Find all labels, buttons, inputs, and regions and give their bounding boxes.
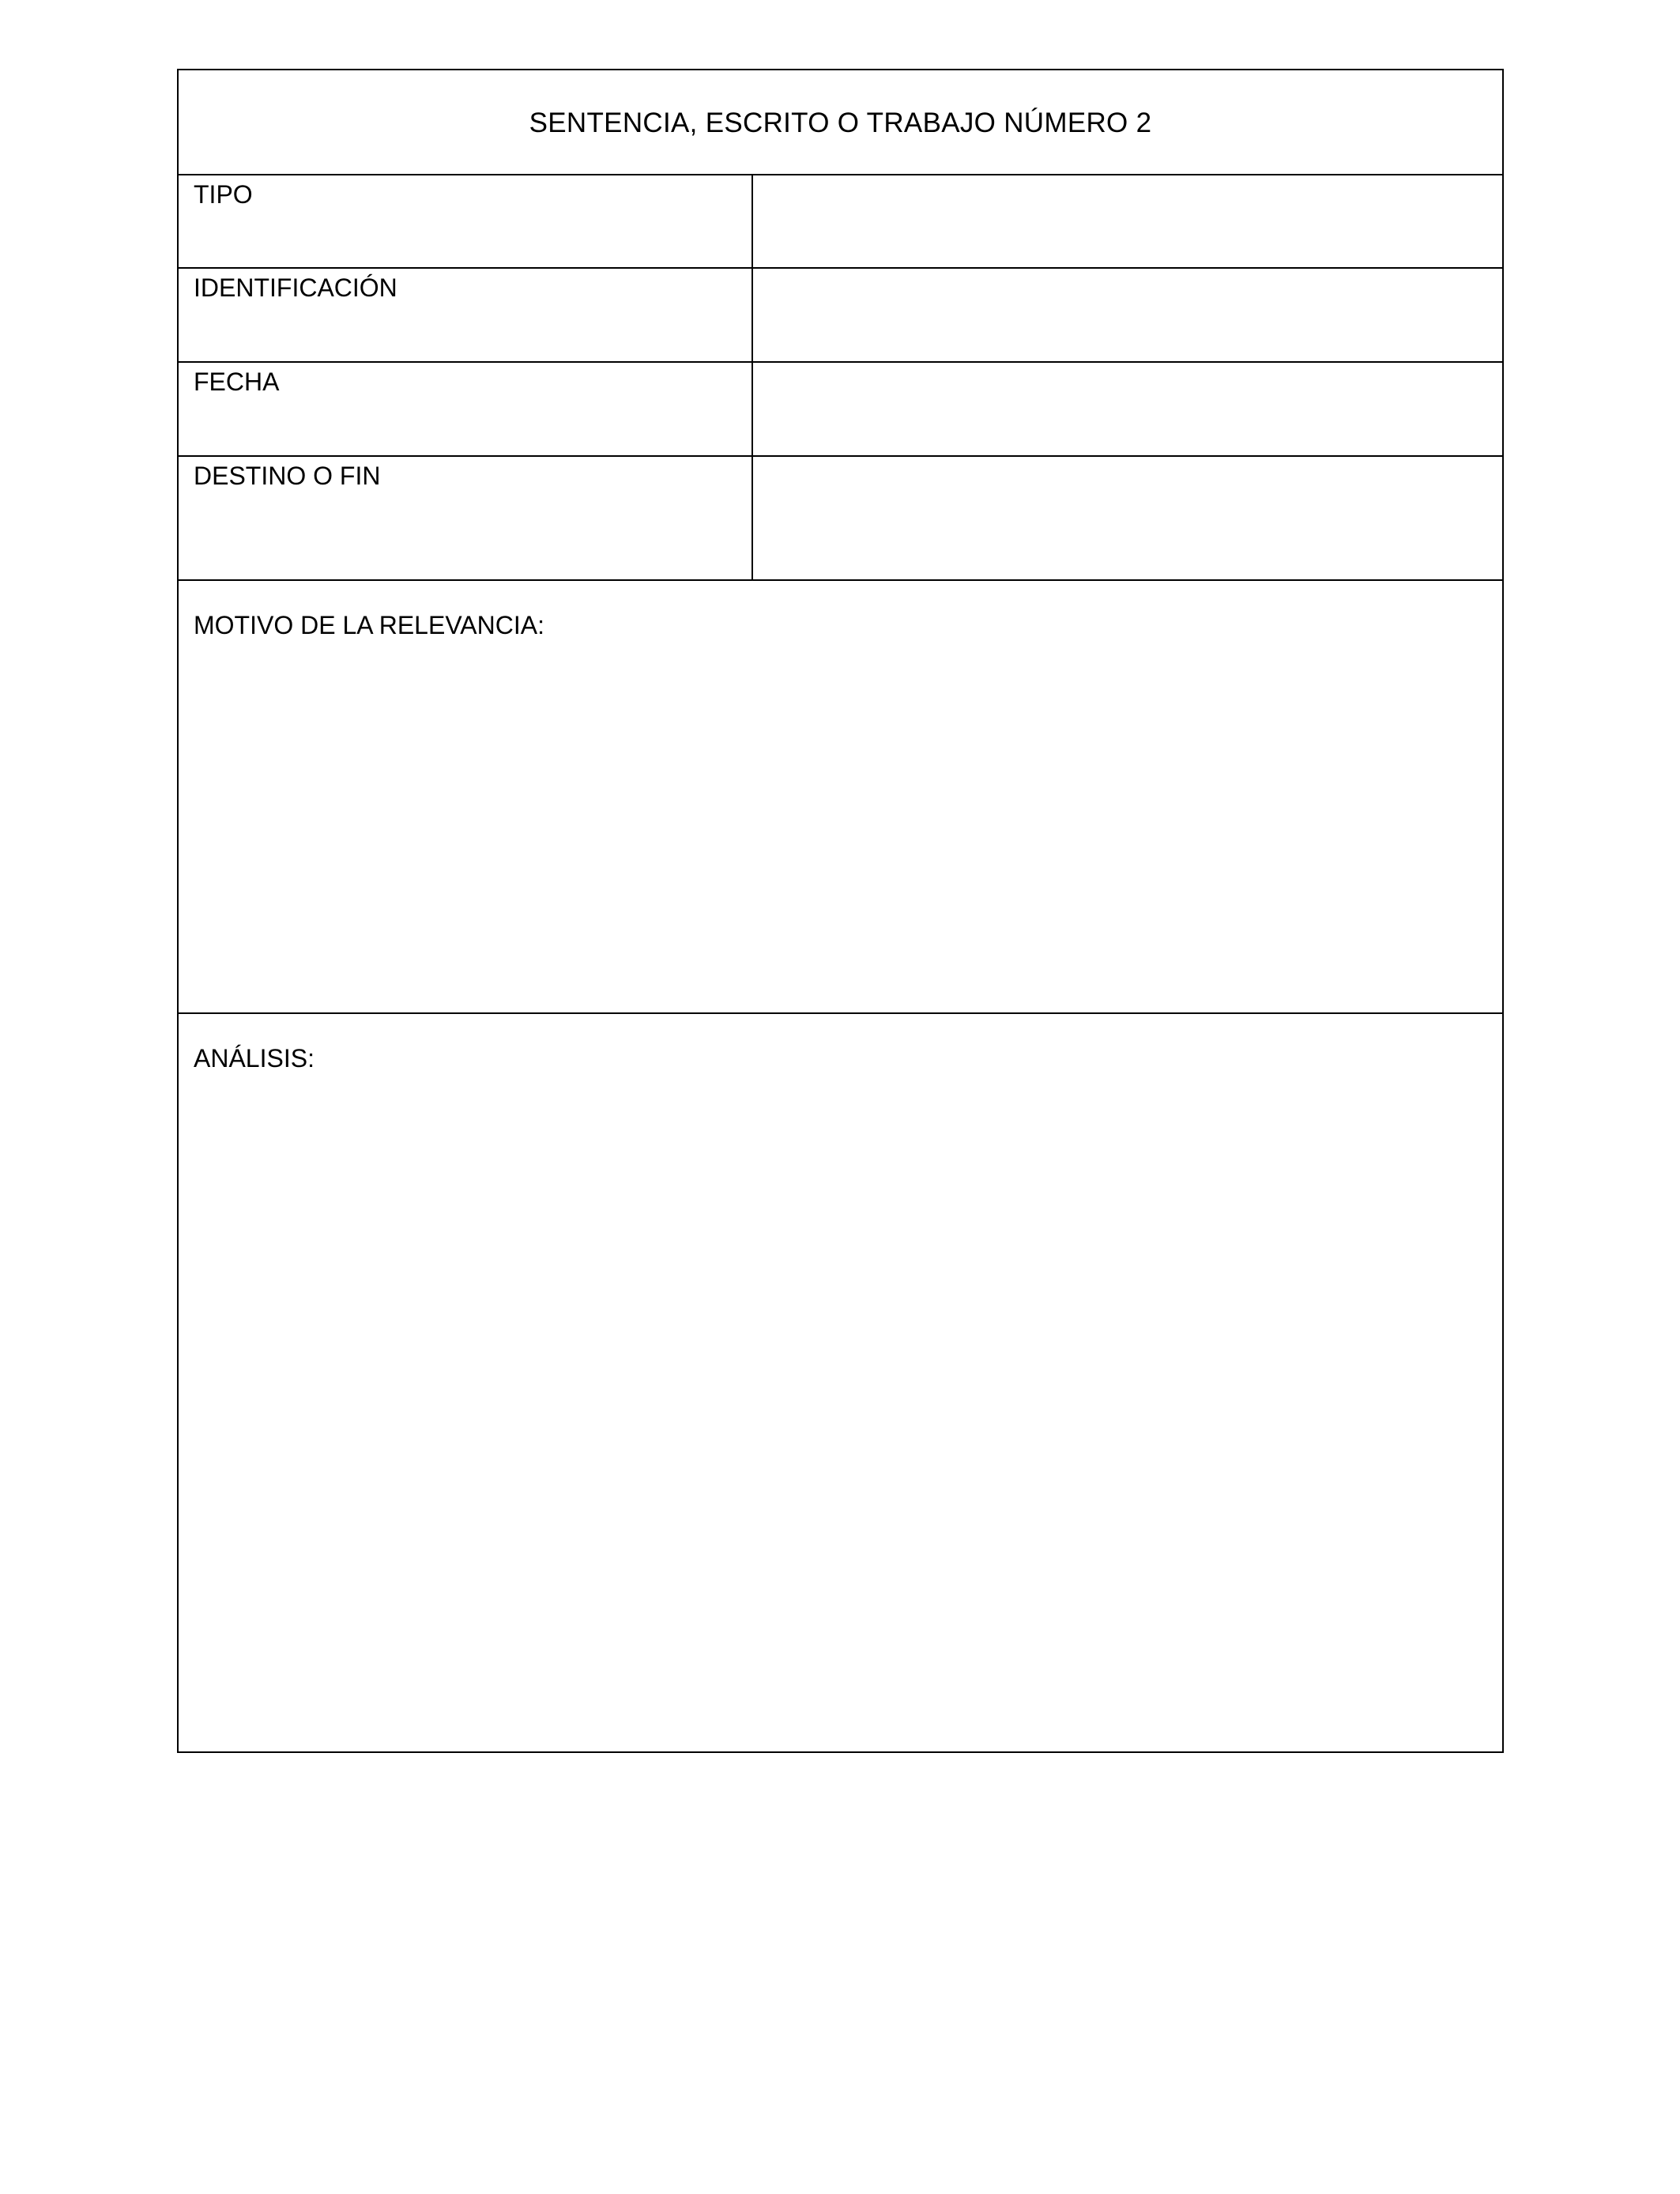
tipo-value-cell[interactable]: [753, 174, 1502, 267]
fecha-label-cell: [179, 361, 753, 455]
identificacion-label-cell: [179, 267, 753, 361]
tipo-label: TIPO: [194, 180, 253, 209]
fecha-label: FECHA: [194, 368, 280, 396]
identificacion-value-cell[interactable]: [753, 267, 1502, 361]
destino-value-cell[interactable]: [753, 455, 1502, 579]
form-title-cell: [179, 70, 1502, 174]
tipo-label-cell: [179, 174, 753, 267]
analysis-label: ANÁLISIS:: [194, 1044, 315, 1072]
identificacion-label: IDENTIFICACIÓN: [194, 273, 397, 302]
form-title: SENTENCIA, ESCRITO O TRABAJO NÚMERO 2: [529, 107, 1152, 138]
analysis-section[interactable]: [179, 1012, 1502, 1751]
relevance-label: MOTIVO DE LA RELEVANCIA:: [194, 611, 544, 639]
destino-label-cell: [179, 455, 753, 579]
destino-label: DESTINO O FIN: [194, 462, 381, 490]
document-form-table: [177, 69, 1504, 1753]
relevance-section[interactable]: [179, 579, 1502, 1012]
fecha-value-cell[interactable]: [753, 361, 1502, 455]
